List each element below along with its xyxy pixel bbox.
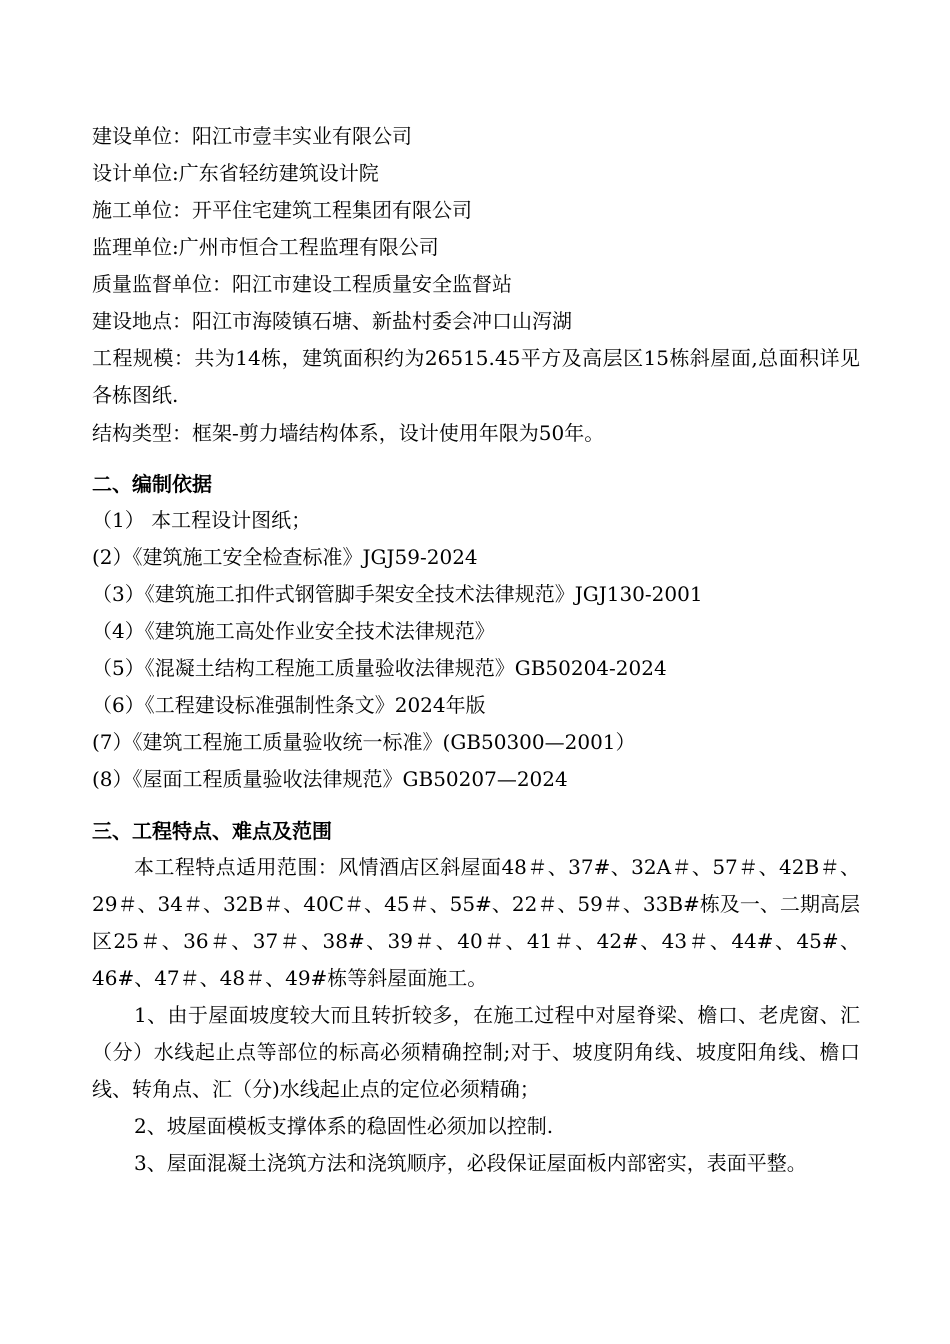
basis-item-5: （5）《混凝土结构工程施工质量验收法律规范》GB50204-2024 (92, 656, 667, 680)
info-construction-site: 建设地点：阳江市海陵镇石塘、新盐村委会冲口山泻湖 (92, 309, 572, 333)
basis-item-3: （3）《建筑施工扣件式钢管脚手架安全技术法律规范》JGJ130-2001 (92, 582, 703, 606)
basis-item-1: （1） 本工程设计图纸； (92, 508, 312, 532)
basis-item-7: (7）《建筑工程施工质量验收统一标准》(GB50300—2001） (92, 730, 636, 754)
difficulty-point-1: 1、由于屋面坡度较大而且转折较多，在施工过程中对屋脊梁、檐口、老虎窗、汇（分）水线起止点等部位的标高必须精确控制;对于、坡度阴角线、坡度阳角线、檐口线、转角点、汇（分)水线起止点的定位必须精确； (92, 1003, 860, 1101)
info-quality-supervision-unit: 质量监督单位：阳江市建设工程质量安全监督站 (92, 272, 512, 296)
basis-item-8: (8）《屋面工程质量验收法律规范》GB50207—2024 (92, 767, 568, 791)
info-project-scale: 工程规模：共为14栋，建筑面积约为26515.45平方及高层区15栋斜屋面,总面积详见各栋图纸. (92, 346, 860, 407)
info-design-unit: 设计单位:广东省轻纺建筑设计院 (92, 161, 379, 185)
section-3-title: 三、工程特点、难点及范围 (92, 819, 332, 843)
info-contractor-unit: 施工单位：开平住宅建筑工程集团有限公司 (92, 198, 472, 222)
info-supervision-unit: 监理单位:广州市恒合工程监理有限公司 (92, 235, 439, 259)
info-construction-unit: 建设单位：阳江市壹丰实业有限公司 (92, 124, 412, 148)
difficulty-point-3: 3、屋面混凝土浇筑方法和浇筑顺序，必段保证屋面板内部密实，表面平整。 (134, 1151, 807, 1175)
info-structure-type: 结构类型：框架-剪力墙结构体系，设计使用年限为50年。 (92, 421, 605, 445)
basis-item-4: （4）《建筑施工高处作业安全技术法律规范》 (92, 619, 495, 643)
scope-paragraph: 本工程特点适用范围：风情酒店区斜屋面48＃、37#、32A＃、57＃、42B＃、29＃、34＃、32B＃、40C＃、45＃、55#、22＃、59＃、33B#栋及一、二期高层区25＃、36＃、37＃、38#、39＃、40＃、41＃、42#、43＃、44#、45#、46#、47＃、48＃、49#栋等斜屋面施工。 (92, 855, 860, 990)
basis-item-6: （6）《工程建设标准强制性条文》2024年版 (92, 693, 486, 717)
difficulty-point-2: 2、坡屋面模板支撑体系的稳固性必须加以控制. (134, 1114, 554, 1138)
basis-item-2: (2）《建筑施工安全检查标准》JGJ59-2024 (92, 545, 478, 569)
section-2-title: 二、编制依据 (92, 472, 212, 496)
